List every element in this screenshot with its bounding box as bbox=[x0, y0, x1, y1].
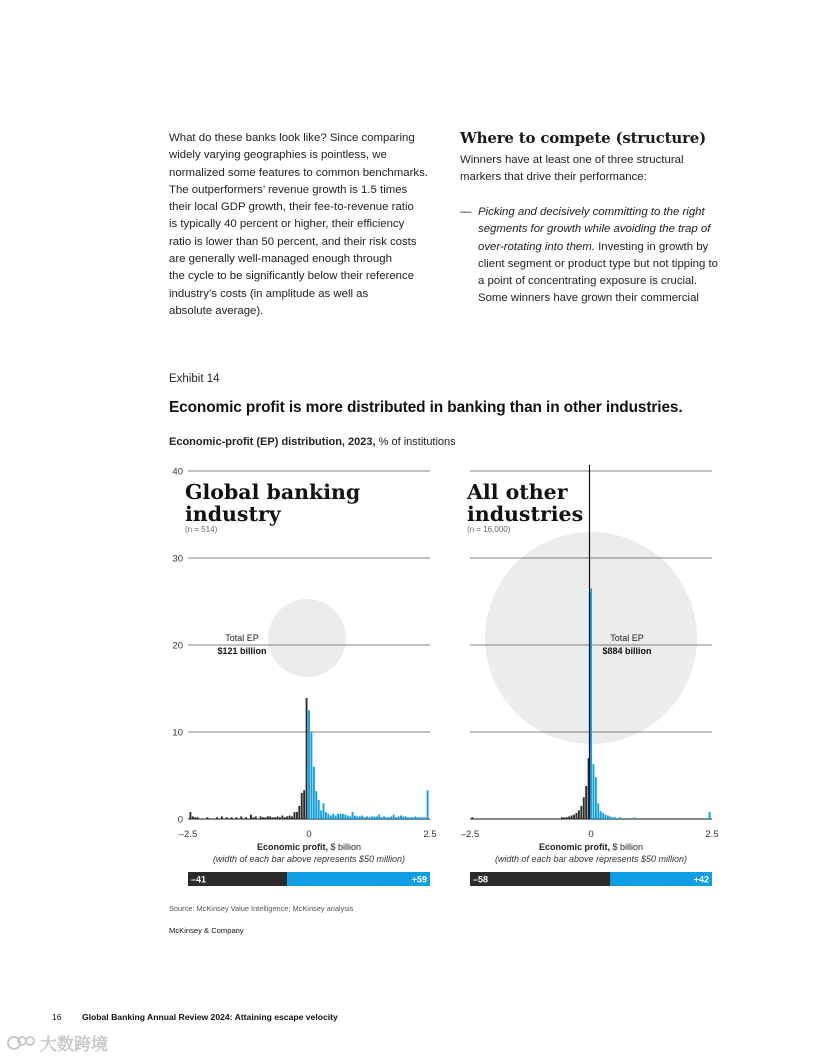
bar bbox=[580, 806, 582, 819]
bar bbox=[189, 812, 191, 819]
watermark-logo-icon bbox=[6, 1033, 38, 1053]
bar bbox=[563, 817, 565, 819]
y-tick-label: 30 bbox=[172, 553, 183, 565]
x-tick-label: 0 bbox=[588, 829, 594, 840]
bar bbox=[303, 790, 305, 819]
chart-title-line: Global banking bbox=[185, 480, 361, 504]
bar bbox=[206, 817, 208, 819]
banking-chart bbox=[172, 467, 436, 887]
bar bbox=[592, 764, 594, 819]
bar bbox=[325, 812, 327, 819]
left-line: normalized some features to common benchmarks. bbox=[169, 166, 428, 179]
left-line: The outperformers’ revenue growth is 1.5 times bbox=[169, 183, 408, 196]
bar bbox=[361, 816, 363, 819]
watermark-text: 大数跨境 bbox=[40, 1035, 108, 1054]
positive-share-bar bbox=[287, 872, 430, 886]
bar bbox=[376, 816, 378, 819]
bar bbox=[262, 817, 264, 819]
x-axis-label-unit: $ billion bbox=[609, 842, 644, 852]
bar bbox=[296, 812, 298, 819]
bar bbox=[197, 817, 199, 819]
exhibit-label: Exhibit 14 bbox=[169, 373, 220, 385]
bar bbox=[194, 817, 196, 819]
bullet-line: a point of concentrating exposure is crucial. bbox=[478, 275, 698, 288]
bar bbox=[221, 816, 223, 819]
negative-share-label: –41 bbox=[191, 874, 207, 885]
left-line: widely varying geographies is pointless, we bbox=[169, 149, 387, 162]
bar bbox=[335, 816, 337, 819]
bullet-dash: — bbox=[460, 206, 472, 218]
bar bbox=[609, 816, 611, 819]
left-line: the cycle to be significantly below their reference bbox=[169, 270, 415, 283]
bullet-italic-line: segments for growth while avoiding the trap of bbox=[478, 223, 711, 236]
bar bbox=[614, 817, 616, 819]
bar bbox=[284, 817, 286, 819]
x-axis-label-unit: $ billion bbox=[327, 842, 362, 852]
bar bbox=[310, 732, 312, 819]
bar-width-note: (width of each bar above represents $50 million) bbox=[212, 854, 406, 864]
bar bbox=[298, 806, 300, 819]
bar bbox=[294, 812, 296, 819]
bar bbox=[583, 797, 585, 819]
bar bbox=[383, 816, 385, 819]
chart-subtitle-bold: Economic-profit (EP) distribution, 2023, bbox=[169, 436, 376, 448]
bullet-italic-line: over-rotating into them. bbox=[478, 240, 595, 253]
bar bbox=[388, 817, 390, 819]
x-axis-label-bold: Economic profit, bbox=[538, 842, 610, 852]
bar bbox=[566, 817, 568, 819]
bar bbox=[265, 817, 267, 819]
bullet-italic-line: Picking and decisively committing to the right bbox=[478, 206, 705, 218]
bar bbox=[386, 817, 388, 819]
bar bbox=[306, 698, 308, 819]
bar bbox=[422, 817, 424, 819]
bar bbox=[308, 710, 310, 819]
bar bbox=[427, 790, 429, 819]
x-tick-label: 2.5 bbox=[705, 829, 719, 840]
bar bbox=[332, 814, 334, 819]
chart-title-line: industries bbox=[467, 502, 584, 526]
bar bbox=[240, 816, 242, 819]
bar bbox=[393, 815, 395, 819]
bar bbox=[371, 816, 373, 819]
intro-line: Winners have at least one of three structural bbox=[460, 154, 684, 166]
bar bbox=[216, 817, 218, 819]
bar bbox=[272, 817, 274, 819]
left-line: ratio is lower than 50 percent, and their risk costs bbox=[169, 235, 417, 248]
bar bbox=[250, 815, 252, 819]
bar bbox=[349, 816, 351, 819]
y-tick-label: 10 bbox=[172, 727, 183, 739]
bar-width-note: (width of each bar above represents $50 million) bbox=[494, 854, 688, 864]
bar bbox=[235, 817, 237, 819]
x-tick-label: 2.5 bbox=[423, 829, 437, 840]
bar bbox=[600, 811, 602, 819]
bar bbox=[289, 816, 291, 819]
page-number: 16 bbox=[52, 1012, 62, 1022]
bar bbox=[415, 816, 417, 819]
x-tick-label: 0 bbox=[306, 829, 312, 840]
bar bbox=[354, 816, 356, 819]
bar bbox=[352, 812, 354, 819]
left-line: industry’s costs (in amplitude as well as bbox=[169, 287, 369, 300]
chart-subtitle-regular: % of institutions bbox=[375, 436, 456, 448]
x-axis-label-bold: Economic profit, bbox=[256, 842, 328, 852]
positive-share-label: +59 bbox=[411, 874, 427, 885]
bar bbox=[590, 588, 592, 819]
bar bbox=[323, 803, 325, 819]
bar bbox=[381, 817, 383, 819]
bar bbox=[260, 816, 262, 819]
bar bbox=[274, 817, 276, 819]
total-ep-value: $121 billion bbox=[217, 646, 267, 656]
bar bbox=[269, 816, 271, 819]
bar bbox=[359, 816, 361, 819]
other-industries-chart bbox=[461, 465, 719, 886]
chart-title-line: All other bbox=[467, 480, 568, 504]
bar bbox=[607, 816, 609, 819]
bar bbox=[231, 817, 233, 819]
bar bbox=[412, 817, 414, 819]
negative-share-bar bbox=[470, 872, 610, 886]
bullet-line: client segment or product type but not tipping to bbox=[478, 257, 718, 270]
chart-title-line: industry bbox=[185, 502, 281, 526]
total-ep-label: Total EP bbox=[610, 633, 644, 643]
bar bbox=[400, 816, 402, 819]
bar bbox=[342, 814, 344, 819]
bar bbox=[192, 816, 194, 819]
left-line: What do these banks look like? Since comparing bbox=[169, 132, 415, 144]
bar bbox=[398, 816, 400, 819]
bar bbox=[605, 815, 607, 819]
x-tick-label: –2.5 bbox=[460, 829, 480, 840]
bar bbox=[407, 817, 409, 819]
total-ep-value: $884 billion bbox=[602, 646, 652, 656]
bar bbox=[573, 815, 575, 819]
x-axis-label bbox=[257, 842, 361, 852]
total-ep-circle bbox=[268, 599, 346, 677]
bar bbox=[410, 817, 412, 819]
bar bbox=[405, 816, 407, 819]
bar bbox=[301, 793, 303, 819]
bar bbox=[226, 817, 228, 819]
source-note: Source: McKinsey Value Intelligence; McKinsey analysis bbox=[169, 904, 354, 913]
bar bbox=[277, 816, 279, 819]
page-footer bbox=[52, 1012, 338, 1022]
bar bbox=[286, 816, 288, 819]
bar bbox=[255, 816, 257, 819]
bar bbox=[634, 817, 636, 819]
bar bbox=[364, 817, 366, 819]
section-heading: Where to compete (structure) bbox=[460, 129, 707, 147]
bar bbox=[318, 800, 320, 819]
x-axis-label bbox=[539, 842, 643, 852]
bar bbox=[471, 817, 473, 819]
bar bbox=[366, 816, 368, 819]
bar bbox=[578, 810, 580, 819]
bar bbox=[619, 817, 621, 819]
bar bbox=[390, 816, 392, 819]
bar bbox=[356, 816, 358, 819]
bar bbox=[378, 815, 380, 819]
bar bbox=[340, 814, 342, 819]
bar bbox=[585, 786, 587, 819]
bar bbox=[595, 777, 597, 819]
bar bbox=[313, 767, 315, 819]
bar bbox=[424, 817, 426, 819]
bar bbox=[568, 816, 570, 819]
bar bbox=[602, 813, 604, 819]
left-line: their local GDP growth, their fee-to-revenue ratio bbox=[169, 201, 414, 214]
bar bbox=[344, 815, 346, 819]
bar bbox=[291, 816, 293, 819]
brand-name: McKinsey & Company bbox=[169, 926, 244, 935]
sample-size: (n = 16,000) bbox=[467, 525, 511, 534]
bar bbox=[347, 816, 349, 819]
y-tick-label: 40 bbox=[172, 466, 183, 478]
left-line: absolute average). bbox=[169, 304, 264, 317]
bar bbox=[373, 816, 375, 819]
bullet-line: Some winners have grown their commercial bbox=[478, 292, 699, 305]
total-ep-label: Total EP bbox=[225, 633, 259, 643]
bullet-regular-tail: Investing in growth by bbox=[594, 240, 709, 253]
bar bbox=[419, 817, 421, 819]
bar bbox=[417, 817, 419, 819]
x-tick-label: –2.5 bbox=[178, 829, 198, 840]
bar bbox=[561, 817, 563, 819]
y-tick-label: 0 bbox=[177, 814, 183, 826]
sample-size: (n = 514) bbox=[185, 525, 218, 534]
negative-share-label: –58 bbox=[473, 874, 489, 885]
bar bbox=[245, 817, 247, 819]
bar bbox=[267, 816, 269, 819]
bar bbox=[402, 816, 404, 819]
bar bbox=[330, 816, 332, 819]
intro-line: markers that drive their performance: bbox=[460, 171, 647, 184]
publication-title: Global Banking Annual Review 2024: Attaining escape velocity bbox=[81, 1012, 338, 1022]
y-tick-label: 20 bbox=[172, 640, 183, 652]
bar bbox=[709, 812, 711, 819]
bar bbox=[281, 816, 283, 819]
bar bbox=[597, 803, 599, 819]
exhibit-title: Economic profit is more distributed in banking than in other industries. bbox=[169, 399, 683, 416]
left-line: is typically 40 percent or higher, their efficiency bbox=[169, 218, 405, 231]
bar bbox=[320, 810, 322, 819]
left-line: are generally well-managed enough through bbox=[169, 253, 392, 266]
watermark bbox=[6, 1030, 108, 1055]
bar bbox=[571, 816, 573, 819]
positive-share-label: +42 bbox=[693, 874, 709, 885]
bar bbox=[327, 814, 329, 819]
bar bbox=[369, 817, 371, 819]
bar bbox=[395, 817, 397, 819]
bar bbox=[279, 817, 281, 819]
bar bbox=[315, 791, 317, 819]
bar bbox=[337, 814, 339, 819]
bar bbox=[612, 817, 614, 819]
bar bbox=[252, 817, 254, 819]
bar bbox=[576, 813, 578, 819]
